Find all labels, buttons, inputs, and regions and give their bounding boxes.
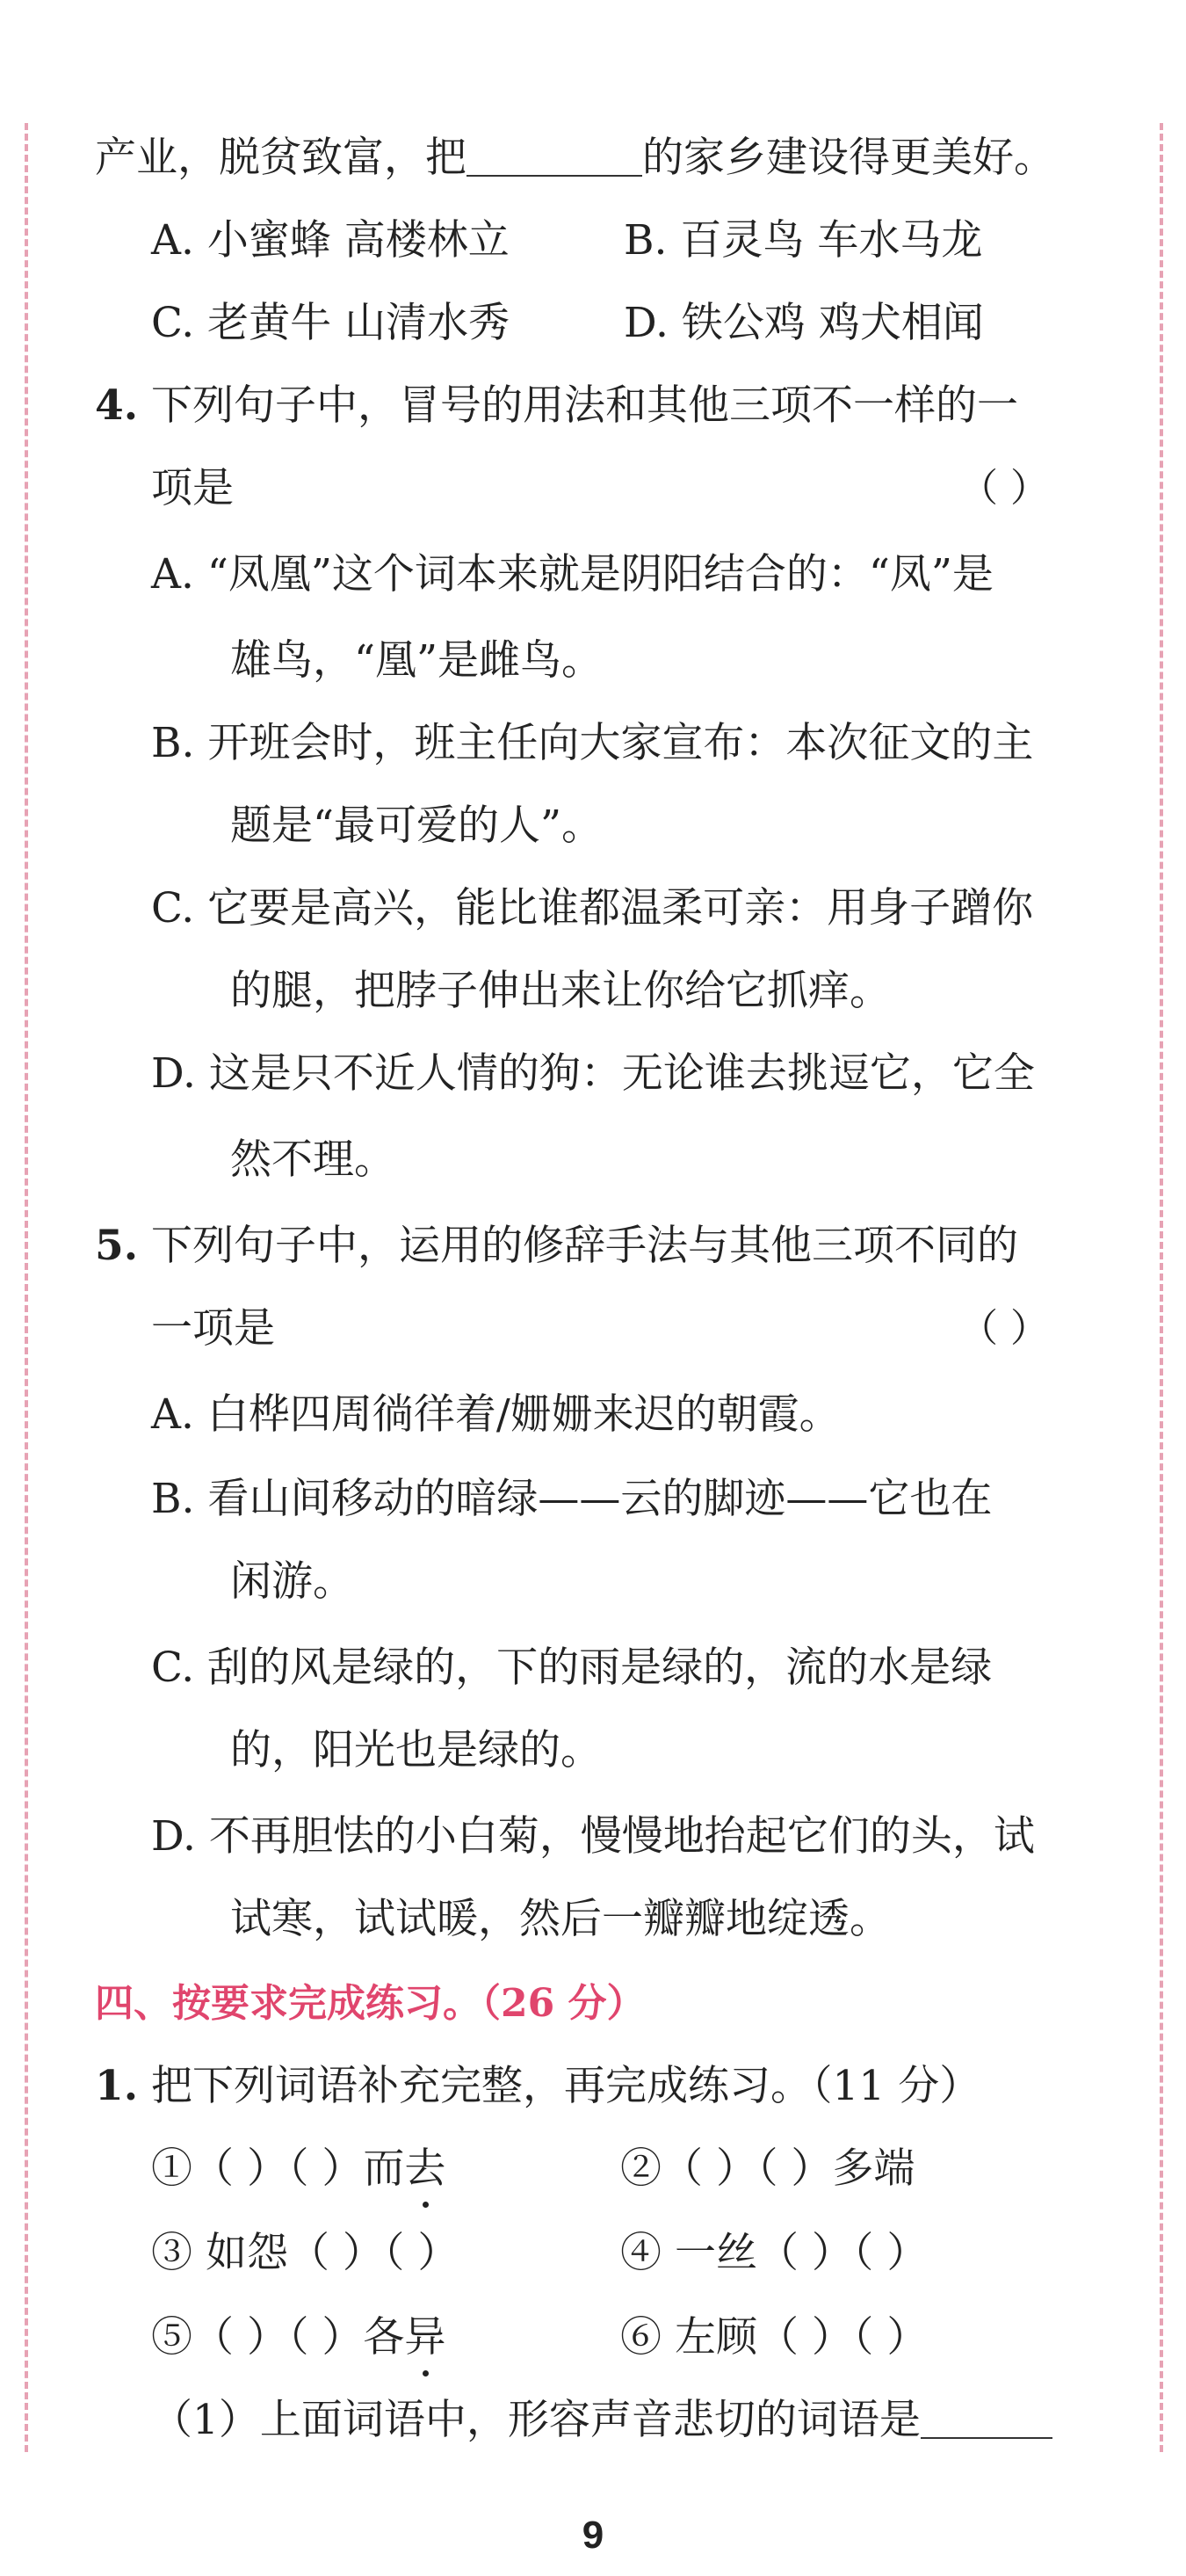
q4-text-line1: 下列句子中，冒号的用法和其他三项不一样的一: [151, 381, 1019, 430]
left-dashed-border: [25, 123, 28, 2452]
q3-option-c[interactable]: C. 老黄牛 山清水秀: [151, 299, 510, 347]
q5-option-a-line1[interactable]: A. 白桦四周徜徉着/姗姗来迟的朝霞。: [151, 1390, 841, 1439]
q3-stem-line: [95, 132, 1055, 185]
q4-option-c-line1[interactable]: C. 它要是高兴，能比谁都温柔可亲：用身子蹭你: [151, 884, 1034, 932]
q3-stem-before: 产业，脱贫致富，把: [95, 134, 466, 182]
q5-option-b-line1[interactable]: B. 看山间移动的暗绿——云的脚迹——它也在: [151, 1475, 993, 1523]
idiom-item-5[interactable]: [151, 2311, 445, 2364]
emphasis-dot-char: 异: [404, 2311, 445, 2364]
ex1-subquestion-1: [151, 2394, 1052, 2447]
q4-option-a-line1[interactable]: A. “凤凰”这个词本来就是阴阳结合的：“凤”是: [151, 550, 994, 599]
q4-option-d-line1[interactable]: D. 这是只不近人情的狗：无论谁去挑逗它，它全: [151, 1049, 1035, 1098]
ex1-title: 把下列词语补充完整，再完成练习。（11 分）: [151, 2062, 981, 2110]
idiom-item-3[interactable]: ③ 如怨（ ）（ ）: [151, 2229, 459, 2277]
ex1-stem: [95, 2060, 980, 2113]
q5-text-line2: 一项是: [151, 1304, 275, 1353]
q4-option-b-line1[interactable]: B. 开班会时，班主任向大家宣布：本次征文的主: [151, 719, 1034, 767]
q5-option-c-line1[interactable]: C. 刮的风是绿的，下的雨是绿的，流的水是绿: [151, 1644, 993, 1692]
q4-option-c-line2: 的腿，把脖子伸出来让你给它抓痒。: [230, 967, 891, 1015]
q5-option-c-line2: 的，阳光也是绿的。: [230, 1726, 602, 1774]
right-dashed-border: [1160, 123, 1163, 2452]
idiom-item-1-text: ①（ ）（ ）而: [151, 2144, 405, 2193]
ex1-subquestion-1-text: （1）上面词语中，形容声音悲切的词语是: [151, 2396, 921, 2444]
q5-option-d-line1[interactable]: D. 不再胆怯的小白菊，慢慢地抬起它们的头，试: [151, 1812, 1035, 1861]
idiom-item-1[interactable]: [151, 2143, 445, 2195]
q4-number: 4.: [95, 381, 139, 430]
idiom-item-2[interactable]: ②（ ）（ ）多端: [620, 2144, 915, 2193]
answer-blank[interactable]: [921, 2405, 1052, 2439]
q3-option-d[interactable]: D. 铁公鸡 鸡犬相闻: [624, 299, 984, 347]
q4-answer-parentheses[interactable]: （ ）: [959, 466, 1049, 511]
q5-option-d-line2: 试寒，试试暖，然后一瓣瓣地绽透。: [230, 1895, 891, 1943]
q5-answer-parentheses[interactable]: （ ）: [959, 1306, 1049, 1351]
page-number: 9: [582, 2514, 604, 2557]
q5-number: 5.: [95, 1222, 139, 1270]
q4-stem: [95, 380, 1018, 432]
q3-option-b[interactable]: B. 百灵鸟 车水马龙: [624, 216, 983, 265]
q4-text-line2: 项是: [151, 464, 234, 512]
q3-stem-after: 的家乡建设得更美好。: [642, 134, 1055, 182]
idiom-item-4[interactable]: ④ 一丝（ ）（ ）: [620, 2229, 929, 2277]
q5-option-b-line2: 闲游。: [230, 1557, 354, 1606]
ex1-number: 1.: [95, 2062, 139, 2110]
q5-text-line1: 下列句子中，运用的修辞手法与其他三项不同的: [151, 1222, 1019, 1270]
q4-option-a-line2: 雄鸟，“凰”是雌鸟。: [230, 636, 604, 685]
q4-option-b-line2: 题是“最可爱的人”。: [230, 802, 604, 850]
q5-stem: [95, 1220, 1018, 1273]
idiom-item-6[interactable]: ⑥ 左顾（ ）（ ）: [620, 2313, 929, 2362]
section-4-heading: 四、按要求完成练习。（26 分）: [95, 1981, 646, 2026]
q4-option-d-line2: 然不理。: [230, 1136, 395, 1184]
emphasis-dot-char: 去: [404, 2143, 445, 2195]
q3-option-a[interactable]: A. 小蜜蜂 高楼林立: [151, 216, 510, 265]
answer-blank[interactable]: [466, 143, 642, 177]
idiom-item-5-text: ⑤（ ）（ ）各: [151, 2313, 405, 2362]
